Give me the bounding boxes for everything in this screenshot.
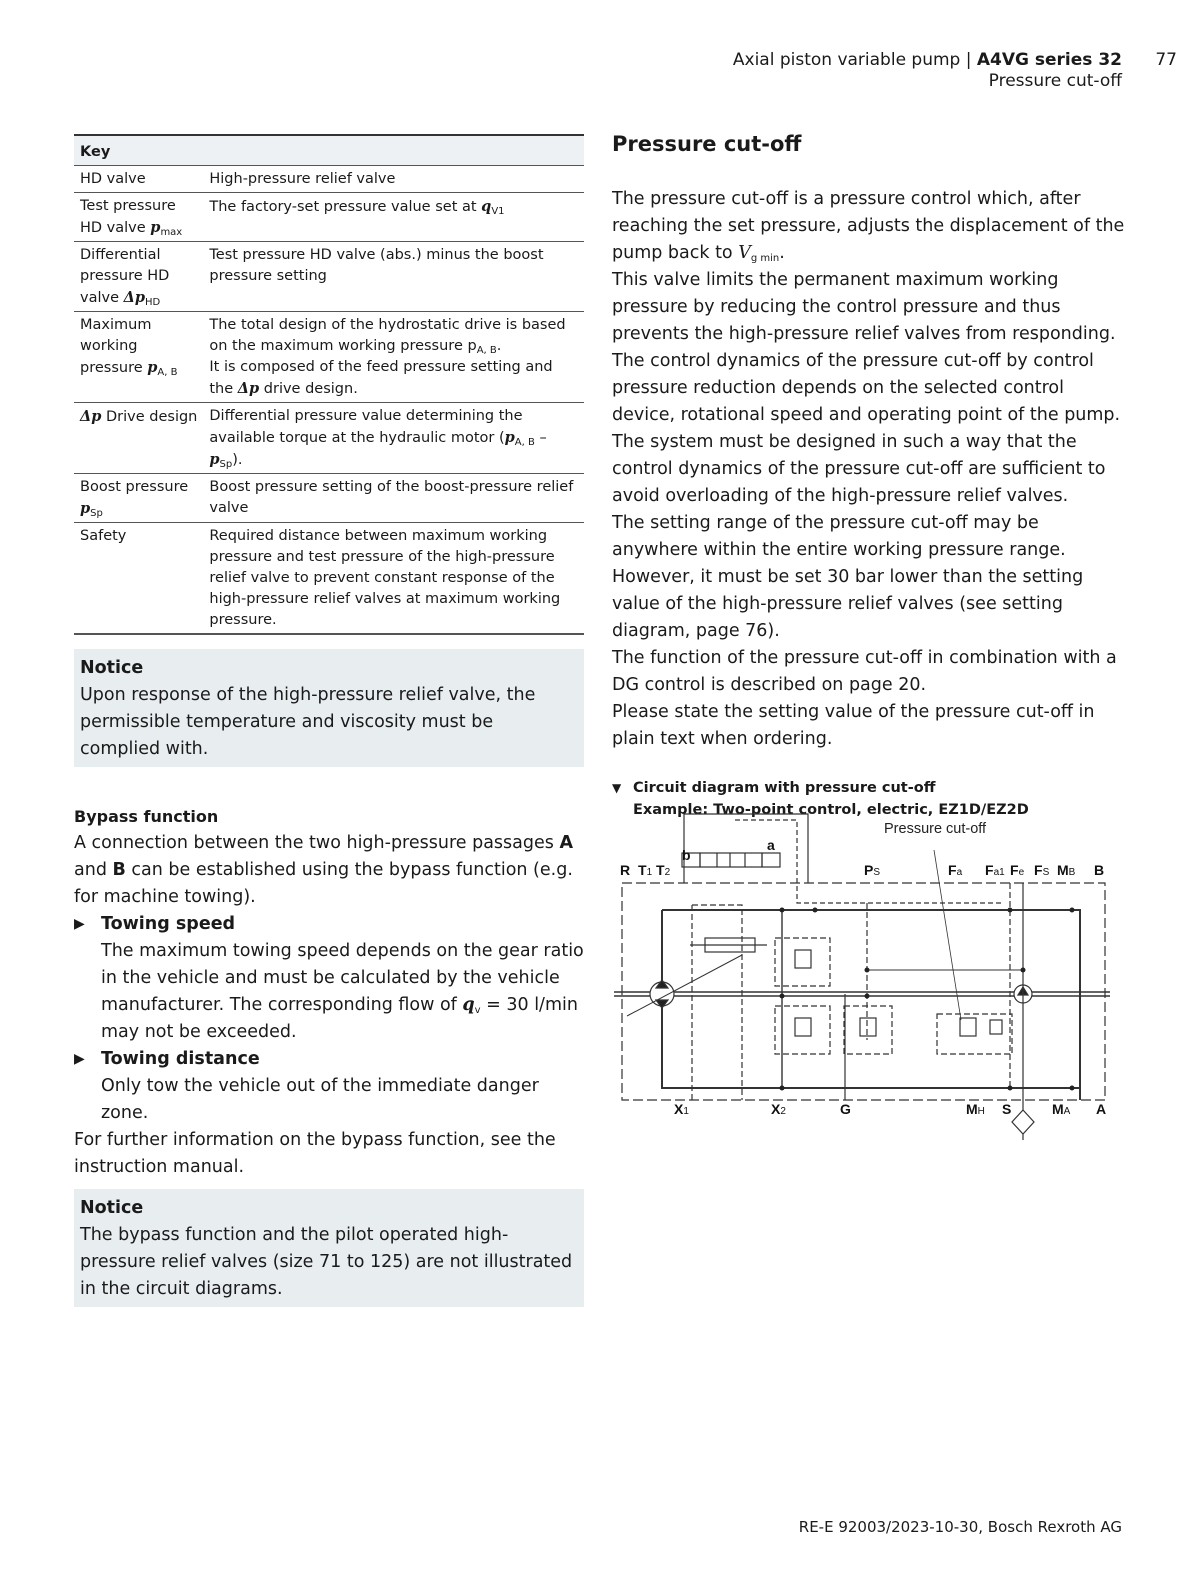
triangle-down-icon: ▼ (612, 781, 622, 795)
list-item: ▶ Towing distance Only tow the vehicle out of the immediate danger zone. (74, 1046, 584, 1127)
svg-text:Fe: Fe (1010, 862, 1025, 878)
table-row: Test pressure HD valve $p_{max}$ The factory-set pressure value set at $q_{V1}$ (74, 193, 584, 242)
table-row: Maximum working pressure $p_{A, B}$ The total design of the hydrostatic drive is based on the maximum working pressure $p_{A, B}$. It is composed of the feed pressure setting and the Δp drive design. (74, 312, 584, 403)
svg-text:X2: X2 (771, 1101, 786, 1117)
svg-text:T2: T2 (656, 862, 671, 878)
table-row: HD valve High-pressure relief valve (74, 166, 584, 193)
page-header (732, 50, 1177, 92)
svg-text:Fa1: Fa1 (985, 862, 1005, 878)
page-number: 77 (1155, 50, 1177, 70)
notice-box (74, 649, 584, 767)
svg-text:B: B (1094, 862, 1105, 878)
svg-text:PS: PS (864, 862, 881, 878)
header-title: Axial piston variable pump | A4VG series 32 (732, 50, 1122, 70)
svg-text:T1: T1 (638, 862, 653, 878)
key-table-heading: Key (74, 135, 584, 166)
notice-text: Upon response of the high-pressure relief valve, the permissible temperature and viscosity must be complied with. (80, 685, 536, 759)
notice-box (74, 1189, 584, 1307)
section-title: Pressure cut-off (612, 132, 802, 156)
section-body: The pressure cut-off is a pressure control which, after reaching the set pressure, adjusts the displacement of the pump back to $V_{g min}$. This valve limits the permanent maximum working pressure by reducing the control pressure and thus prevents the high-pressure relief valves from responding. The control dynamics of the pressure cut-off by control pressure reduction depends on the selected control device, rotational speed and operating point of the pump. The system must be designed in such a way that the control dynamics of the pressure cut-off are sufficient to avoid overloading of the high-pressure relief valves. The setting range of the pressure cut-off may be anywhere within the entire working pressure range. However, it must be set 30 bar lower than the setting value of the high-pressure relief valves (see setting diagram, page 76). The function of the pressure cut-off in combination with a DG control is described on page 20. Please state the setting value of the pressure cut-off in plain text when ordering. (612, 189, 1125, 749)
bypass-section (74, 803, 584, 1181)
bypass-heading: Bypass function (74, 807, 219, 826)
svg-text:MB: MB (1057, 862, 1076, 878)
triangle-right-icon: ▶ (74, 1051, 85, 1067)
table-row: Differential pressure HD valve $\Delta p_{HD}$ Test pressure HD valve (abs.) minus the boost pressure setting (74, 242, 584, 312)
bypass-intro: A connection between the two high-pressure passages A and B can be established using the bypass function (e.g. for machine towing). (74, 833, 573, 907)
svg-text:S: S (1002, 1101, 1012, 1117)
key-table (74, 134, 584, 635)
svg-text:G: G (840, 1101, 851, 1117)
port-label-R: R (620, 862, 631, 878)
svg-text:MA: MA (1052, 1101, 1071, 1117)
right-column (612, 130, 1127, 821)
svg-text:X1: X1 (674, 1101, 689, 1117)
page-footer: RE-E 92003/2023-10-30, Bosch Rexroth AG (798, 1518, 1122, 1536)
list-item: ▶ Towing speed The maximum towing speed depends on the gear ratio in the vehicle and must be calculated by the vehicle manufacturer. The corresponding flow of $q_v = 30$ l/min may not be exceeded. (74, 911, 584, 1046)
notice-title: Notice (80, 658, 144, 678)
svg-text:a: a (767, 837, 775, 853)
left-column (74, 134, 584, 1307)
svg-text:Fa: Fa (948, 862, 963, 878)
svg-text:MH: MH (966, 1101, 985, 1117)
table-row: Boost pressure $p_{Sp}$ Boost pressure setting of the boost-pressure relief valve (74, 474, 584, 523)
svg-text:b: b (682, 847, 691, 863)
triangle-right-icon: ▶ (74, 916, 85, 932)
header-section: Pressure cut-off (988, 71, 1122, 91)
bypass-outro: For further information on the bypass function, see the instruction manual. (74, 1130, 556, 1177)
figure-caption: ▼ Circuit diagram with pressure cut-off Example: Two-point control, electric, EZ1D/EZ2D (612, 777, 1127, 821)
circuit-diagram (612, 810, 1127, 1145)
notice-title: Notice (80, 1198, 144, 1218)
svg-text:A: A (1096, 1101, 1107, 1117)
table-row: Safety Required distance between maximum working pressure and test pressure of the high-pressure relief valve to prevent constant response of the high-pressure relief valves at maximum working pressure. (74, 523, 584, 635)
callout-label: Pressure cut-off (884, 821, 987, 837)
svg-text:FS: FS (1034, 862, 1050, 878)
table-row: Δp Drive design Differential pressure value determining the available torque at the hydraulic motor $(p_{A, B} - p_{Sp})$. (74, 403, 584, 474)
notice-text: The bypass function and the pilot operated high-pressure relief valves (size 71 to 125) are not illustrated in the circuit diagrams. (80, 1225, 573, 1299)
